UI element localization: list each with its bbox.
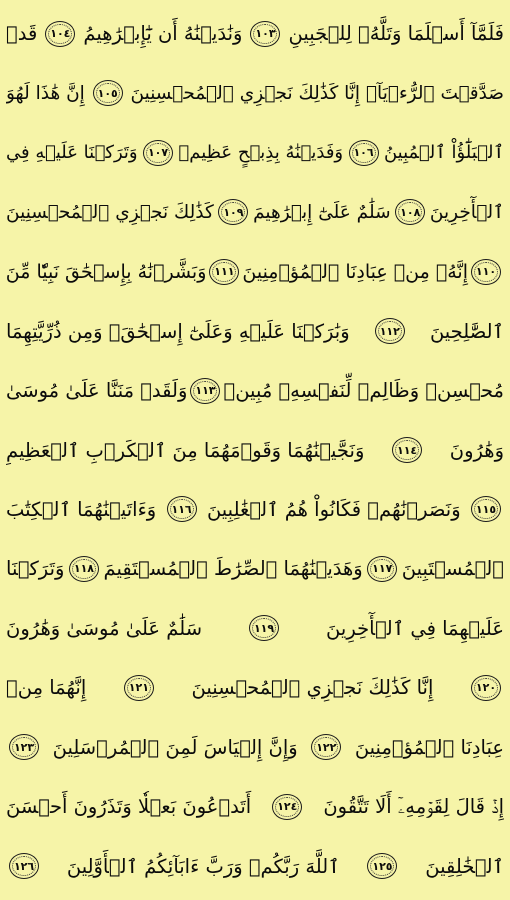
verse-text: إِذۡ قَالَ لِقَوۡمِهِۦٓ أَلَا تَتَّقُونَ: [323, 795, 504, 819]
verse-text: ٱللَّهَ رَبَّكُمۡ وَرَبَّ ءَابَآئِكُمُ ٱلۡأَوَّلِينَ: [66, 854, 340, 878]
ayah-number-marker: ١٢٤: [272, 794, 302, 820]
ayah-number-marker: ١٢١: [124, 675, 154, 701]
verse-line: [6, 301, 504, 360]
ayah-number-marker: ١١٢: [375, 318, 405, 344]
verse-line: [6, 718, 504, 777]
verse-line: [6, 242, 504, 301]
verse-text: ٱلصَّٰلِحِينَ: [429, 319, 504, 343]
verse-line: [6, 480, 504, 539]
verse-text: وَهَدَيۡنَٰهُمَا ٱلصِّرَٰطَ ٱلۡمُسۡتَقِيمَ: [103, 557, 363, 581]
verse-line: [6, 63, 504, 122]
ayah-number-marker: ١٠٧: [143, 140, 173, 166]
verse-text: عَلَيۡهِمَا فِي ٱلۡأٓخِرِينَ: [326, 616, 504, 640]
verse-text: إِنَّ هَٰذَا لَهُوَ: [6, 82, 85, 104]
verse-line: [6, 599, 504, 658]
verse-text: قَدۡ: [6, 22, 38, 46]
ayah-number-marker: ١٠٦: [349, 140, 379, 166]
verse-text: إِنَّهُۥ مِنۡ عِبَادِنَا ٱلۡمُؤۡمِنِينَ: [242, 260, 468, 283]
verse-text: ٱلۡبَلَٰٓؤُاْ ٱلۡمُبِينُ: [383, 142, 504, 164]
ayah-number-marker: ١١٧: [367, 556, 397, 582]
verse-text: وَنَٰدَيۡنَٰهُ أَن يَٰٓإِبۡرَٰهِيمُ: [83, 22, 243, 46]
ayah-number-marker: ١٠٨: [395, 199, 425, 225]
verse-text: وَءَاتَيۡنَٰهُمَا ٱلۡكِتَٰبَ: [6, 497, 157, 521]
ayah-number-marker: ١٢٦: [9, 853, 39, 879]
verse-text: عِبَادِنَا ٱلۡمُؤۡمِنِينَ: [354, 735, 504, 759]
verse-line: [6, 4, 504, 63]
verse-text: سَلَٰمٌ عَلَىٰ مُوسَىٰ وَهَٰرُونَ: [6, 616, 203, 640]
ayah-number-marker: ١٠٥: [93, 80, 123, 106]
verse-text: وَتَرَكۡنَا عَلَيۡهِ فِي: [6, 142, 138, 164]
verse-line: [6, 182, 504, 241]
verse-text: وَنَجَّيۡنَٰهُمَا وَقَوۡمَهُمَا مِنَ ٱلۡكَرۡبِ ٱلۡعَظِيمِ: [6, 438, 365, 462]
ayah-number-marker: ١١٤: [392, 437, 422, 463]
verse-line: [6, 837, 504, 896]
verse-text: ٱلۡخَٰلِقِينَ: [425, 854, 504, 878]
verse-lines: [6, 4, 504, 896]
verse-text: وَفَدَيۡنَٰهُ بِذِبۡحٍ عَظِيمٖ: [178, 142, 344, 164]
verse-text: صَدَّقۡتَ ٱلرُّءۡيَآۚ إِنَّا كَذَٰلِكَ نَجۡزِي ٱلۡمُحۡسِنِينَ: [130, 82, 504, 104]
verse-line: [6, 420, 504, 479]
ayah-number-marker: ١٢٢: [311, 734, 341, 760]
ayah-number-marker: ١١٨: [69, 556, 99, 582]
verse-line: [6, 539, 504, 598]
verse-text: إِنَّا كَذَٰلِكَ نَجۡزِي ٱلۡمُحۡسِنِينَ: [191, 676, 434, 700]
ayah-number-marker: ١٠٩: [218, 199, 248, 225]
verse-text: سَلَٰمٌ عَلَىٰٓ إِبۡرَٰهِيمَ: [253, 201, 391, 223]
ayah-number-marker: ١٠٤: [45, 21, 75, 47]
verse-text: وَبَٰرَكۡنَا عَلَيۡهِ وَعَلَىٰٓ إِسۡحَٰقَۚ وَمِن ذُرِّيَّتِهِمَا: [6, 319, 350, 343]
verse-text: إِنَّهُمَا مِنۡ: [6, 676, 87, 700]
verse-text: وَهَٰرُونَ: [449, 438, 504, 462]
verse-text: ٱلۡأٓخِرِينَ: [429, 201, 504, 223]
verse-text: أَتَدۡعُونَ بَعۡلٗا وَتَذَرُونَ أَحۡسَنَ: [6, 795, 252, 819]
ayah-number-marker: ١١٠: [471, 259, 501, 285]
ayah-number-marker: ١٢٥: [367, 853, 397, 879]
verse-text: وَإِنَّ إِلۡيَاسَ لَمِنَ ٱلۡمُرۡسَلِينَ: [52, 735, 298, 759]
verse-text: وَلَقَدۡ مَنَنَّا عَلَىٰ مُوسَىٰ: [6, 379, 188, 403]
ayah-number-marker: ١٢٣: [9, 734, 39, 760]
ayah-number-marker: ١١٩: [249, 615, 279, 641]
ayah-number-marker: ١١١: [209, 259, 239, 285]
verse-text: وَتَرَكۡنَا: [6, 557, 65, 581]
verse-text: مُحۡسِنٞ وَظَالِمٞ لِّنَفۡسِهِۦ مُبِينٞ: [223, 379, 504, 403]
verse-line: [6, 123, 504, 182]
ayah-number-marker: ١١٣: [190, 378, 220, 404]
verse-text: كَذَٰلِكَ نَجۡزِي ٱلۡمُحۡسِنِينَ: [6, 201, 214, 223]
verse-line: [6, 658, 504, 717]
ayah-number-marker: ١٢٠: [471, 675, 501, 701]
verse-text: وَبَشَّرۡنَٰهُ بِإِسۡحَٰقَ نَبِيّٗا مِّنَ: [6, 260, 207, 283]
verse-text: وَنَصَرۡنَٰهُمۡ فَكَانُواْ هُمُ ٱلۡغَٰلِبِينَ: [206, 497, 461, 521]
verse-line: [6, 777, 504, 836]
ayah-number-marker: ١٠٣: [250, 21, 280, 47]
ayah-number-marker: ١١٦: [167, 496, 197, 522]
verse-text: فَلَمَّآ أَسۡلَمَا وَتَلَّهُۥ لِلۡجَبِينِ: [288, 22, 504, 46]
verse-text: ٱلۡمُسۡتَبِينَ: [401, 557, 504, 581]
ayah-number-marker: ١١٥: [471, 496, 501, 522]
verse-line: [6, 361, 504, 420]
